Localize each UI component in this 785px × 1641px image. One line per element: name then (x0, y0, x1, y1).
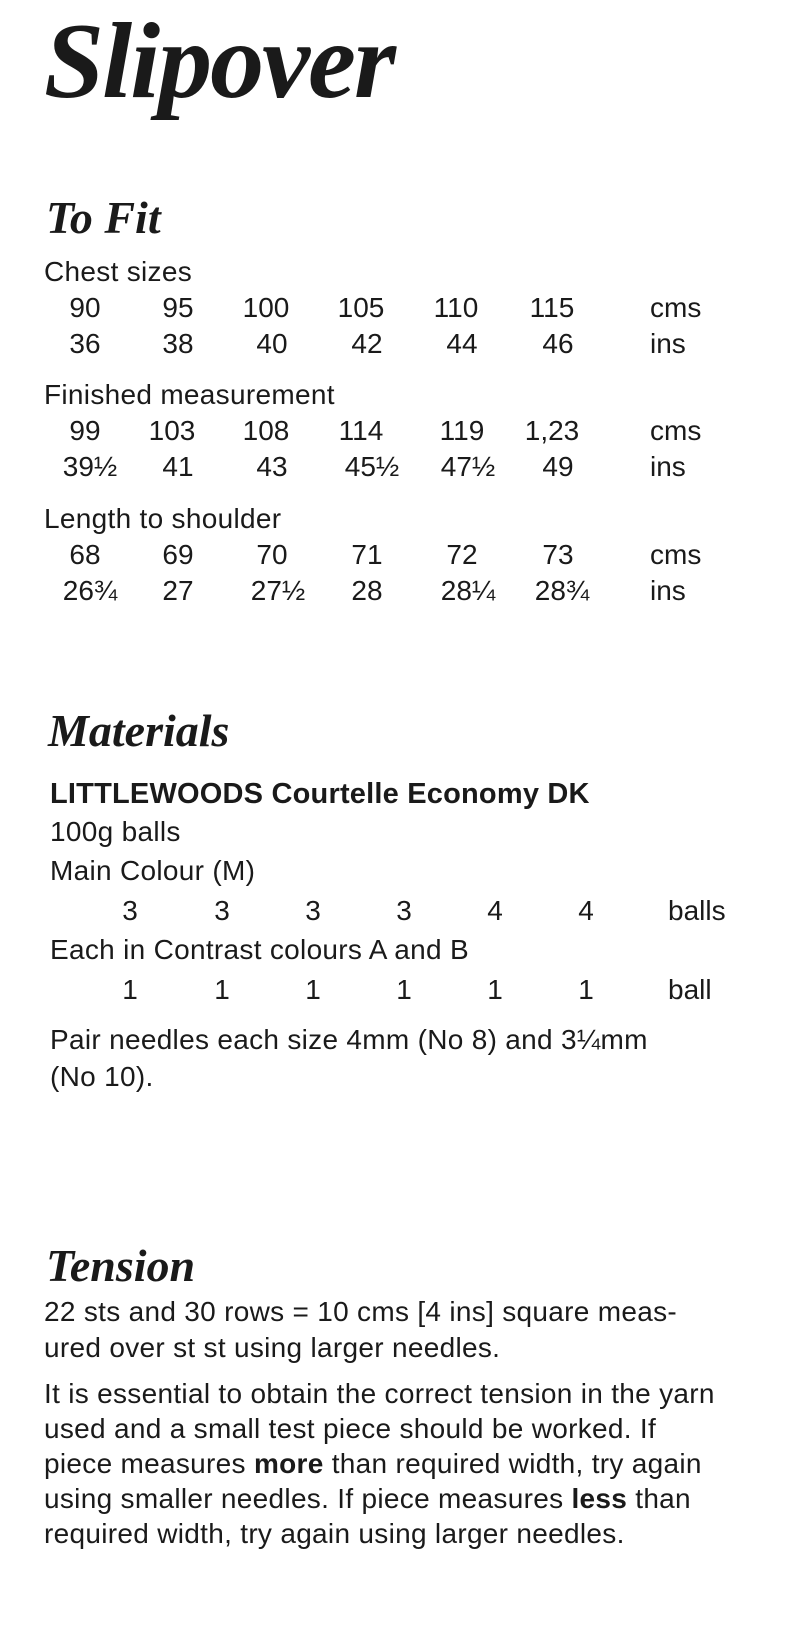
page-title: Slipover (44, 2, 394, 121)
size-value: 99 (69, 415, 101, 446)
size-value: 108 (242, 415, 290, 446)
contrast-colours-label: Each in Contrast colours A and B (50, 934, 469, 965)
ball-count: 3 (305, 895, 321, 926)
unit-label: ins (650, 575, 686, 606)
tension-note-line-5: required width, try again using larger needles. (44, 1518, 625, 1549)
materials-heading: Materials (48, 705, 230, 756)
to-fit-heading: To Fit (46, 192, 161, 243)
size-value: 71 (351, 539, 383, 570)
ball-count: 1 (122, 974, 138, 1005)
length-cms-row (0, 541, 700, 575)
size-value: 38 (162, 328, 194, 359)
size-value: 44 (446, 328, 478, 359)
main-colour-label: Main Colour (M) (50, 855, 256, 886)
size-value: 41 (162, 451, 194, 482)
ball-count: 1 (305, 974, 321, 1005)
ball-count: 1 (578, 974, 594, 1005)
size-value: 45½ (344, 451, 400, 482)
size-value: 1,23 (524, 415, 580, 446)
ball-count: 4 (487, 895, 503, 926)
text-segment: using smaller needles. If piece measures (44, 1483, 572, 1514)
ball-count: 1 (487, 974, 503, 1005)
chest-sizes-label: Chest sizes (44, 256, 193, 287)
size-value: 27½ (250, 575, 306, 606)
needles-line-1: Pair needles each size 4mm (No 8) and 3¼mm (50, 1024, 648, 1055)
size-value: 95 (162, 292, 194, 323)
main-colour-row (0, 895, 726, 931)
finished-ins-row (0, 453, 700, 487)
size-value: 69 (162, 539, 194, 570)
chest-cms-row (0, 294, 700, 328)
finished-measurement-label: Finished measurement (44, 379, 335, 410)
length-to-shoulder-label: Length to shoulder (44, 503, 282, 534)
size-value: 72 (446, 539, 478, 570)
size-value: 115 (529, 292, 575, 323)
yarn-brand: LITTLEWOODS Courtelle Economy DK (50, 778, 590, 810)
ball-count: 4 (578, 895, 594, 926)
text-segment: than (627, 1483, 691, 1514)
size-value: 70 (256, 539, 288, 570)
size-value: 28¼ (440, 575, 496, 606)
needles-line-2: (No 10). (50, 1061, 154, 1092)
ball-count: 1 (396, 974, 412, 1005)
text-segment: piece measures (44, 1448, 254, 1479)
tension-line-1: 22 sts and 30 rows = 10 cms [4 ins] square meas- (44, 1296, 678, 1327)
size-value: 46 (542, 328, 574, 359)
tension-note-line-4 (44, 1485, 691, 1513)
tension-note-line-1: It is essential to obtain the correct tension in the yarn (44, 1378, 715, 1409)
unit-label: ins (650, 451, 686, 482)
size-value: 47½ (440, 451, 496, 482)
finished-cms-row (0, 417, 700, 451)
ball-size: 100g balls (50, 816, 181, 847)
size-value: 90 (69, 292, 101, 323)
size-value: 103 (148, 415, 196, 446)
size-value: 40 (256, 328, 288, 359)
size-value: 36 (69, 328, 101, 359)
chest-ins-row (0, 330, 700, 364)
unit-label: ball (668, 974, 712, 1005)
size-value: 28 (351, 575, 383, 606)
size-value: 28¾ (534, 575, 590, 606)
text-segment: than required width, try again (323, 1448, 702, 1479)
tension-heading: Tension (46, 1240, 196, 1291)
emphasis-more: more (253, 1448, 324, 1479)
size-value: 100 (242, 292, 290, 323)
size-value: 26¾ (62, 575, 118, 606)
unit-label: balls (668, 895, 726, 926)
length-ins-row (0, 577, 700, 611)
size-value: 43 (256, 451, 288, 482)
size-value: 27 (162, 575, 194, 606)
unit-label: cms (650, 415, 702, 446)
ball-count: 1 (214, 974, 230, 1005)
size-value: 42 (351, 328, 383, 359)
ball-count: 3 (396, 895, 412, 926)
tension-note-line-2: used and a small test piece should be worked. If (44, 1413, 657, 1444)
tension-line-2: ured over st st using larger needles. (44, 1332, 501, 1363)
tension-note-line-3 (44, 1450, 702, 1478)
ball-count: 3 (214, 895, 230, 926)
size-value: 68 (69, 539, 101, 570)
size-value: 114 (338, 415, 384, 446)
size-value: 110 (433, 292, 479, 323)
ball-count: 3 (122, 895, 138, 926)
size-value: 39½ (62, 451, 118, 482)
size-value: 49 (542, 451, 574, 482)
unit-label: cms (650, 539, 702, 570)
contrast-colour-row (0, 974, 712, 1010)
unit-label: cms (650, 292, 702, 323)
size-value: 119 (439, 415, 485, 446)
unit-label: ins (650, 328, 686, 359)
emphasis-less: less (571, 1483, 628, 1514)
size-value: 73 (542, 539, 574, 570)
size-value: 105 (337, 292, 385, 323)
